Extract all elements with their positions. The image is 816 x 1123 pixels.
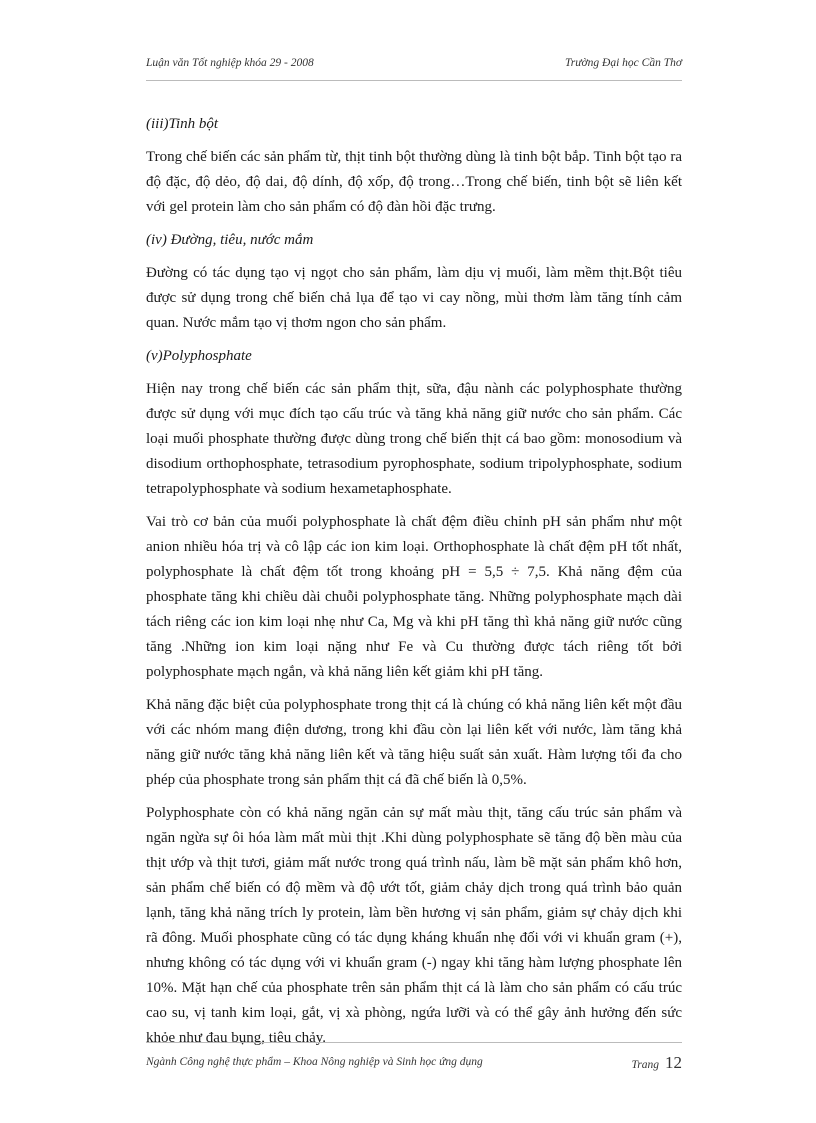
- paragraph-polyphosphate-role: Vai trò cơ bản của muối polyphosphate là chất đệm điều chỉnh pH sản phẩm như một anion nhiều hóa trị và cô lập các ion kim loại. Orthophosphate là chất đệm pH tốt nhất, polyphosphate là chất đệm tốt trong khoảng pH = 5,5 ÷ 7,5. Khả năng đệm của phosphate tăng khi chiều dài chuỗi polyphosphate tăng. Những polyphosphate mạch dài tách riêng các ion kim loại nhẹ như Ca, Mg và khi pH tăng thì khả năng giữ nước cũng tăng .Những ion kim loại nặng như Fe và Cu thường được tách riêng tốt bởi polyphosphate mạch ngắn, và khả năng liên kết giảm khi pH tăng.: [146, 514, 682, 680]
- page-label: Trang: [631, 1059, 659, 1071]
- section-heading-tinh-bot: (iii)Tinh bột: [146, 116, 219, 132]
- paragraph-polyphosphate-usage: Hiện nay trong chế biến các sản phẩm thịt, sữa, đậu nành các polyphosphate thường được sử dụng với mục đích tạo cấu trúc và tăng khả năng giữ nước cho sản phẩm. Các loại muối phosphate thường được dùng trong chế biến thịt cá bao gồm: monosodium và disodium orthophosphate, tetrasodium pyrophosphate, sodium tripolyphosphate, sodium tetrapolyphosphate và sodium hexametaphosphate.: [146, 381, 682, 497]
- paragraph-polyphosphate-effects: Polyphosphate còn có khả năng ngăn cản sự mất màu thịt, tăng cấu trúc sản phẩm và ngăn ngừa sự ôi hóa làm mất mùi thịt .Khi dùng polyphosphate sẽ tăng độ bền màu của thịt ướp và thịt tươi, giảm mất nước trong quá trình nấu, làm bề mặt sản phẩm khô hơn, sản phẩm chế biến có độ mềm và độ ướt tốt, giảm chảy dịch trong quá trình bảo quản lạnh, tăng khả năng trích ly protein, làm bền hương vị sản phẩm, giảm sự chảy dịch khi rã đông. Muối phosphate cũng có tác dụng kháng khuẩn nhẹ đối với vi khuẩn gram (+), nhưng không có tác dụng với vi khuẩn gram (-) ngay khi tăng hàm lượng phosphate lên 10%. Mặt hạn chế của phosphate trên sản phẩm thịt cá là làm cho sản phẩm có cấu trúc cao su, vị tanh kim loại, gắt, vị xà phòng, ngứa lưỡi và có thể gây ảnh hưởng đến sức khỏe như đau bụng, tiêu chảy.: [146, 805, 682, 1046]
- section-heading-polyphosphate: (v)Polyphosphate: [146, 348, 252, 364]
- header-thesis-title: Luận văn Tốt nghiệp khóa 29 - 2008: [146, 57, 314, 69]
- footer-faculty: Ngành Công nghệ thực phẩm – Khoa Nông nghiệp và Sinh học ứng dụng: [146, 1056, 483, 1068]
- paragraph-duong-tieu-nuoc-mam: Đường có tác dụng tạo vị ngọt cho sản phẩm, làm dịu vị muối, làm mềm thịt.Bột tiêu được sử dụng trong chế biến chả lụa để tạo vi cay nồng, mùi thơm làm tăng tính cảm quan. Nước mắm tạo vị thơm ngon cho sản phẩm.: [146, 265, 682, 331]
- footer-divider: [146, 1042, 682, 1043]
- page-header: [146, 57, 682, 73]
- page-body: [146, 112, 682, 1059]
- page-footer: [146, 1053, 682, 1073]
- footer-page-indicator: [632, 1053, 683, 1073]
- paragraph-tinh-bot: Trong chế biến các sản phẩm từ, thịt tinh bột thường dùng là tinh bột bắp. Tinh bột tạo ra độ đặc, độ dẻo, độ dai, độ dính, độ xốp, độ trong…Trong chế biến, tinh bột sẽ liên kết với gel protein làm cho sản phẩm có độ đàn hồi đặc trưng.: [146, 149, 682, 215]
- page-number: 12: [665, 1053, 682, 1072]
- section-heading-duong-tieu-nuoc-mam: (iv) Đường, tiêu, nước mắm: [146, 232, 314, 248]
- header-divider: [146, 80, 682, 81]
- paragraph-polyphosphate-binding: Khả năng đặc biệt của polyphosphate trong thịt cá là chúng có khả năng liên kết một đầu với các nhóm mang điện dương, trong khi đầu còn lại liên kết với nước, làm tăng khả năng giữ nước tăng khả năng liên kết và tăng hiệu suất sản xuất. Hàm lượng tối đa cho phép của phosphate trong sản phẩm thịt cá đã chế biến là 0,5%.: [146, 697, 682, 788]
- header-university: Trường Đại học Cần Thơ: [565, 57, 682, 69]
